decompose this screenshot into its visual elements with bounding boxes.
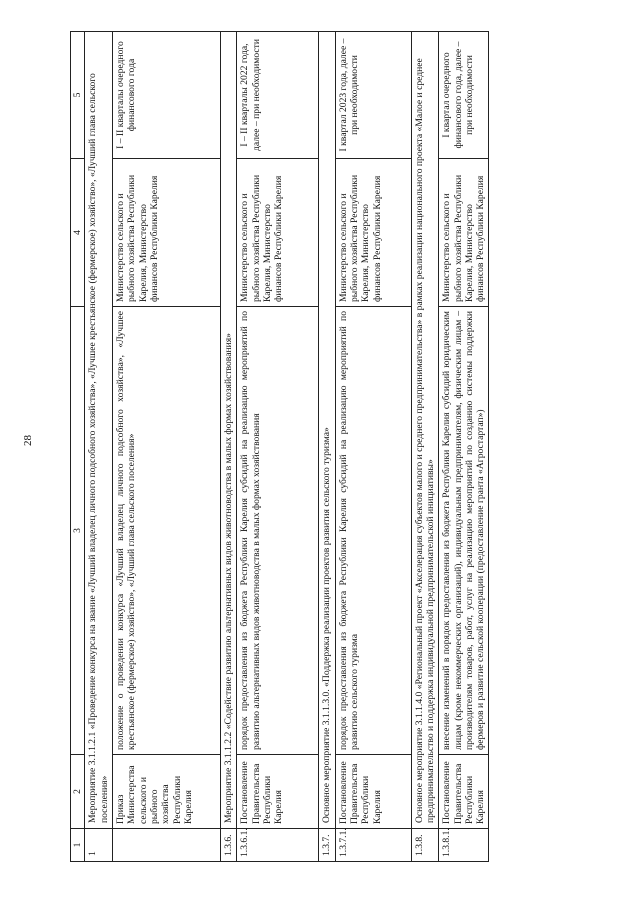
document-type: Приказ Министерства сельского и рыбного хозяйства Республики Карелия (112, 755, 220, 829)
section-row (411, 32, 439, 862)
responsible-executor: Министерство сельского и рыбного хозяйства Республики Карелия, Министерство финансов Республики Карелия (237, 159, 319, 307)
section-title: Мероприятие 3.1.1.2.1 «Проведение конкурса на звание «Лучший владелец личного подсобного хозяйства», «Лучшее крестьянское (фермерское) хозяйство», «Лучший глава сельского поселения» (85, 32, 113, 829)
row-number: 1 (85, 829, 113, 862)
table-row (335, 32, 411, 862)
rotated-table-wrapper (70, 32, 640, 862)
deadline: I – II кварталы очередного финансового года (112, 32, 220, 159)
row-number (112, 829, 220, 862)
row-number: 1.3.8.1. (439, 829, 489, 862)
document-content: порядок предоставления из бюджета Республики Карелия субсидий на реализацию мероприятий по развитию сельского туризма (335, 307, 411, 755)
header-cell: 5 (71, 32, 85, 159)
document-type: Постановление Правительства Республики Карелия (439, 755, 489, 829)
responsible-executor: Министерство сельского и рыбного хозяйства Республики Карелия, Министерство финансов Республики Карелия (439, 159, 489, 307)
responsible-executor: Министерство сельского и рыбного хозяйства Республики Карелия, Министерство финансов Республики Карелия (112, 159, 220, 307)
section-row (85, 32, 113, 862)
deadline: I квартал 2023 года, далее – при необходимости (335, 32, 411, 159)
document-type: Постановление Правительства Республики Карелия (335, 755, 411, 829)
header-cell: 3 (71, 307, 85, 755)
document-content: порядок предоставления из бюджета Республики Карелия субсидий на реализацию мероприятий по развитию альтернативных видов животноводства в малых формах хозяйствования (237, 307, 319, 755)
responsible-executor: Министерство сельского и рыбного хозяйства Республики Карелия, Министерство финансов Республики Карелия (335, 159, 411, 307)
row-number: 1.3.6.1. (237, 829, 319, 862)
table-row (112, 32, 220, 862)
document-type: Постановление Правительства Республики Карелия (237, 755, 319, 829)
document-content: внесение изменений в порядок предоставления из бюджета Республики Карелия субсидий юридическим лицам (кроме некоммерческих организаций), индивидуальным предпринимателям, физическим лицам – производителям товаров, работ, услуг на реализацию мероприятий по созданию системы поддержки фермеров и развитие сельской кооперации (предоставление гранта «Агростартап») (439, 307, 489, 755)
row-number: 1.3.7.1. (335, 829, 411, 862)
header-cell: 2 (71, 755, 85, 829)
measures-table (70, 31, 489, 862)
section-title: Основное мероприятие 3.1.1.3.0. «Поддержка реализации проектов развития сельского туризма» (319, 32, 335, 829)
section-title: Основное мероприятие 3.1.1.4.0 «Региональный проект «Акселерация субъектов малого и среднего предпринимательства» в рамках реализации национального проекта «Малое и среднее предпринимательство и поддержка индивидуальной предпринимательской инициативы» (411, 32, 439, 829)
page-number: 28 (22, 435, 34, 446)
table-row (237, 32, 319, 862)
table-header-row (71, 32, 85, 862)
row-number: 1.3.7. (319, 829, 335, 862)
deadline: I – II кварталы 2022 года, далее – при необходимости (237, 32, 319, 159)
table-row (439, 32, 489, 862)
section-row (220, 32, 236, 862)
document-content: положение о проведении конкурса «Лучший владелец личного подсобного хозяйства», «Лучшее крестьянское (фермерское) хозяйство», «Лучший глава сельского поселения» (112, 307, 220, 755)
section-row (319, 32, 335, 862)
row-number: 1.3.6. (220, 829, 236, 862)
deadline: I квартал очередного финансового года, далее – при необходимости (439, 32, 489, 159)
section-title: Мероприятие 3.1.1.2.2 «Содействие развитию альтернативных видов животноводства в малых формах хозяйствования» (220, 32, 236, 829)
header-cell: 1 (71, 829, 85, 862)
header-cell: 4 (71, 159, 85, 307)
row-number: 1.3.8. (411, 829, 439, 862)
